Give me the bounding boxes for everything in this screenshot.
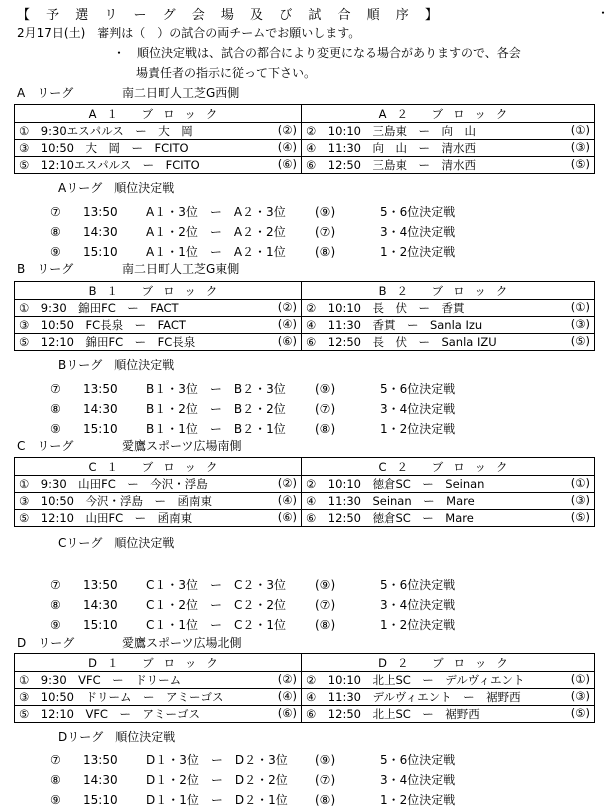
- match-cell: [15, 334, 302, 351]
- ranking-match: B１・3位 ー B２・3位: [146, 382, 286, 396]
- match-number: ⑧: [50, 773, 61, 787]
- ranking-match: C１・2位 ー C２・2位: [146, 598, 287, 612]
- match-line: [306, 706, 590, 722]
- referee-ref: (⑨): [315, 578, 336, 592]
- venue-label: 愛鷹スポーツ広場北側: [122, 636, 242, 650]
- ranking-label: 3・4位決定戦: [380, 598, 456, 612]
- league-heading: [17, 86, 240, 100]
- match-text: ② 10:10 北上SC ー デルヴィエント: [306, 673, 525, 687]
- league-label: A リーグ: [17, 86, 74, 100]
- match-cell: [15, 493, 302, 510]
- referee-ref: (⑤): [570, 706, 590, 720]
- referee-ref: (⑨): [315, 205, 336, 219]
- block-table: [14, 653, 595, 723]
- referee-ref: (④): [277, 689, 297, 703]
- referee-ref: (⑦): [315, 402, 336, 416]
- block-header-row: [15, 654, 595, 672]
- match-line: [306, 123, 590, 139]
- ranking-match: D１・3位 ー D２・3位: [146, 753, 288, 767]
- match-line: [19, 476, 297, 492]
- ranking-label: 5・6位決定戦: [380, 205, 456, 219]
- match-line: [19, 123, 297, 139]
- ranking-label: 3・4位決定戦: [380, 225, 456, 239]
- match-text: ② 10:10 三島東 ー 向 山: [306, 124, 476, 138]
- match-text: ④ 11:30 デルヴィエント ー 裾野西: [306, 690, 521, 704]
- match-cell: [15, 317, 302, 334]
- match-cell: [15, 123, 302, 140]
- match-line: [19, 140, 297, 156]
- match-row: [15, 300, 595, 317]
- match-number: ⑦: [50, 382, 61, 396]
- match-cell: [15, 510, 302, 527]
- referee-ref: (④): [277, 493, 297, 507]
- block-name-text: D２ ブロック: [378, 655, 518, 670]
- match-row: [15, 334, 595, 351]
- match-row: [15, 689, 595, 706]
- block-name-text: B２ ブロック: [378, 283, 518, 298]
- match-cell: [15, 476, 302, 493]
- match-line: [19, 317, 297, 333]
- league-label: D リーグ: [17, 636, 75, 650]
- match-cell: [15, 157, 302, 174]
- referee-ref: (②): [277, 672, 297, 686]
- referee-ref: (④): [277, 140, 297, 154]
- match-cell: [302, 123, 595, 140]
- block-header-row: [15, 282, 595, 300]
- match-cell: [15, 140, 302, 157]
- referee-ref: (③): [570, 317, 590, 331]
- note-line: ・ 順位決定戦は、試合の都合により変更になる場合がありますので、各会: [113, 46, 521, 60]
- match-number: ⑧: [50, 402, 61, 416]
- match-line: [306, 476, 590, 492]
- ranking-match: B１・1位 ー B２・1位: [146, 422, 286, 436]
- ranking-label: 1・2位決定戦: [380, 245, 456, 259]
- ranking-title: Dリーグ 順位決定戦: [58, 730, 176, 744]
- match-text: ⑤ 12:10 山田FC ー 函南東: [19, 511, 193, 525]
- block-name: [15, 458, 302, 476]
- block-name: [302, 282, 595, 300]
- block-name-text: B１ ブロック: [88, 283, 228, 298]
- referee-ref: (③): [570, 689, 590, 703]
- match-line: [306, 317, 590, 333]
- match-cell: [15, 706, 302, 723]
- match-number: ⑨: [50, 422, 61, 436]
- match-cell: [302, 157, 595, 174]
- match-text: ② 10:10 徳倉SC ー Seinan: [306, 477, 485, 491]
- match-text: ① 9:30 山田FC ー 今沢・浮島: [19, 477, 208, 491]
- match-number: ⑨: [50, 618, 61, 632]
- ranking-match: A１・2位 ー A２・2位: [146, 225, 286, 239]
- referee-ref: (③): [570, 493, 590, 507]
- match-time: 15:10: [83, 618, 118, 632]
- match-cell: [302, 300, 595, 317]
- match-cell: [302, 672, 595, 689]
- block-name: [302, 654, 595, 672]
- match-time: 14:30: [83, 402, 118, 416]
- match-text: ⑤ 12:10エスパルス ー FCITO: [19, 158, 200, 172]
- ranking-match: B１・2位 ー B２・2位: [146, 402, 286, 416]
- match-line: [306, 510, 590, 526]
- referee-ref: (⑥): [277, 706, 297, 720]
- block-name: [15, 105, 302, 123]
- match-text: ⑤ 12:10 錦田FC ー FC長泉: [19, 335, 196, 349]
- referee-ref: (①): [570, 300, 590, 314]
- match-number: ⑦: [50, 205, 61, 219]
- match-cell: [302, 493, 595, 510]
- match-text: ⑥ 12:50 長 伏 ー Sanla IZU: [306, 335, 497, 349]
- block-name: [302, 458, 595, 476]
- match-text: ③ 10:50 今沢・浮島 ー 函南東: [19, 494, 212, 508]
- corner-dot: ・: [597, 6, 609, 20]
- match-row: [15, 510, 595, 527]
- match-number: ⑦: [50, 753, 61, 767]
- block-table: [14, 104, 595, 174]
- match-row: [15, 672, 595, 689]
- match-cell: [302, 140, 595, 157]
- match-line: [19, 689, 297, 705]
- ranking-label: 5・6位決定戦: [380, 578, 456, 592]
- block-name-text: C２ ブロック: [378, 459, 518, 474]
- match-time: 13:50: [83, 382, 118, 396]
- match-line: [306, 689, 590, 705]
- match-line: [306, 493, 590, 509]
- block-name: [15, 282, 302, 300]
- match-time: 15:10: [83, 245, 118, 259]
- ranking-match: A１・3位 ー A２・3位: [146, 205, 286, 219]
- match-text: ⑥ 12:50 三島東 ー 清水西: [306, 158, 476, 172]
- date-line: 2月17日(土) 審判は（ ）の試合の両チームでお願いします。: [17, 26, 361, 40]
- match-text: ④ 11:30 Seinan ー Mare: [306, 494, 475, 508]
- match-line: [306, 300, 590, 316]
- block-name-text: A１ ブロック: [88, 106, 228, 121]
- referee-ref: (⑦): [315, 598, 336, 612]
- referee-ref: (⑨): [315, 382, 336, 396]
- match-time: 13:50: [83, 578, 118, 592]
- ranking-label: 5・6位決定戦: [380, 753, 456, 767]
- match-time: 14:30: [83, 598, 118, 612]
- referee-ref: (⑥): [277, 334, 297, 348]
- match-text: ④ 11:30 向 山 ー 清水西: [306, 141, 476, 155]
- referee-ref: (⑥): [277, 157, 297, 171]
- match-text: ① 9:30エスパルス ー 大 岡: [19, 124, 193, 138]
- match-cell: [15, 300, 302, 317]
- referee-ref: (③): [570, 140, 590, 154]
- match-cell: [15, 672, 302, 689]
- ranking-match: A１・1位 ー A２・1位: [146, 245, 286, 259]
- ranking-label: 1・2位決定戦: [380, 422, 456, 436]
- match-cell: [302, 706, 595, 723]
- match-text: ③ 10:50 大 岡 ー FCITO: [19, 141, 189, 155]
- match-text: ③ 10:50 ドリーム ー アミーゴス: [19, 690, 224, 704]
- referee-ref: (②): [277, 300, 297, 314]
- ranking-match: D１・1位 ー D２・1位: [146, 793, 288, 807]
- referee-ref: (⑦): [315, 225, 336, 239]
- referee-ref: (⑧): [315, 422, 336, 436]
- block-table: [14, 457, 595, 527]
- ranking-match: C１・1位 ー C２・1位: [146, 618, 287, 632]
- match-number: ⑧: [50, 598, 61, 612]
- match-line: [306, 157, 590, 173]
- referee-ref: (②): [277, 476, 297, 490]
- match-line: [19, 510, 297, 526]
- referee-ref: (④): [277, 317, 297, 331]
- match-cell: [302, 334, 595, 351]
- referee-ref: (⑤): [570, 157, 590, 171]
- referee-ref: (⑨): [315, 753, 336, 767]
- venue-label: 南二日町人工芝G東側: [122, 262, 240, 276]
- match-row: [15, 140, 595, 157]
- league-heading: [17, 636, 242, 650]
- block-header-row: [15, 105, 595, 123]
- referee-ref: (⑥): [277, 510, 297, 524]
- referee-ref: (⑤): [570, 510, 590, 524]
- match-time: 14:30: [83, 773, 118, 787]
- referee-ref: (⑧): [315, 793, 336, 807]
- match-number: ⑨: [50, 245, 61, 259]
- block-table: [14, 281, 595, 351]
- match-time: 13:50: [83, 205, 118, 219]
- league-label: B リーグ: [17, 262, 74, 276]
- block-name: [302, 105, 595, 123]
- referee-ref: (②): [277, 123, 297, 137]
- match-cell: [302, 476, 595, 493]
- page-title: 【 予 選 リ ー グ 会 場 及 び 試 合 順 序 】: [17, 8, 439, 23]
- match-number: ⑦: [50, 578, 61, 592]
- referee-ref: (⑤): [570, 334, 590, 348]
- ranking-label: 1・2位決定戦: [380, 793, 456, 807]
- match-text: ⑥ 12:50 北上SC ー 裾野西: [306, 707, 480, 721]
- ranking-match: C１・3位 ー C２・3位: [146, 578, 287, 592]
- match-text: ④ 11:30 香貫 ー Sanla Izu: [306, 318, 483, 332]
- ranking-label: 3・4位決定戦: [380, 402, 456, 416]
- match-line: [19, 672, 297, 688]
- match-time: 15:10: [83, 793, 118, 807]
- venue-label: 南二日町人工芝G西側: [122, 86, 240, 100]
- match-number: ⑧: [50, 225, 61, 239]
- match-cell: [302, 689, 595, 706]
- ranking-label: 5・6位決定戦: [380, 382, 456, 396]
- match-text: ⑤ 12:10 VFC ー アミーゴス: [19, 707, 200, 721]
- referee-ref: (①): [570, 476, 590, 490]
- block-name-text: A２ ブロック: [378, 106, 518, 121]
- ranking-label: 3・4位決定戦: [380, 773, 456, 787]
- league-heading: [17, 262, 240, 276]
- league-label: C リーグ: [17, 439, 74, 453]
- ranking-match: D１・2位 ー D２・2位: [146, 773, 288, 787]
- note-line: 場責任者の指示に従って下さい。: [136, 66, 317, 80]
- match-cell: [302, 317, 595, 334]
- match-row: [15, 476, 595, 493]
- block-name-text: C１ ブロック: [88, 459, 228, 474]
- match-line: [19, 300, 297, 316]
- ranking-label: 1・2位決定戦: [380, 618, 456, 632]
- venue-label: 愛鷹スポーツ広場南側: [122, 439, 242, 453]
- match-row: [15, 157, 595, 174]
- match-time: 13:50: [83, 753, 118, 767]
- referee-ref: (⑧): [315, 618, 336, 632]
- match-line: [19, 493, 297, 509]
- match-line: [19, 157, 297, 173]
- match-time: 14:30: [83, 225, 118, 239]
- match-number: ⑨: [50, 793, 61, 807]
- referee-ref: (⑧): [315, 245, 336, 259]
- match-row: [15, 493, 595, 510]
- match-time: 15:10: [83, 422, 118, 436]
- block-name-text: D１ ブロック: [88, 655, 228, 670]
- match-row: [15, 706, 595, 723]
- league-heading: [17, 439, 242, 453]
- match-line: [19, 334, 297, 350]
- match-text: ③ 10:50 FC長泉 ー FACT: [19, 318, 186, 332]
- match-line: [306, 334, 590, 350]
- match-text: ① 9:30 VFC ー ドリーム: [19, 673, 182, 687]
- ranking-title: Cリーグ 順位決定戦: [58, 536, 175, 550]
- match-text: ① 9:30 錦田FC ー FACT: [19, 301, 179, 315]
- match-row: [15, 123, 595, 140]
- match-line: [306, 140, 590, 156]
- match-cell: [302, 510, 595, 527]
- match-line: [19, 706, 297, 722]
- ranking-title: Bリーグ 順位決定戦: [58, 358, 175, 372]
- match-text: ⑥ 12:50 徳倉SC ー Mare: [306, 511, 474, 525]
- ranking-title: Aリーグ 順位決定戦: [58, 181, 175, 195]
- block-name: [15, 654, 302, 672]
- match-line: [306, 672, 590, 688]
- match-text: ② 10:10 長 伏 ー 香貫: [306, 301, 465, 315]
- referee-ref: (①): [570, 123, 590, 137]
- match-cell: [15, 689, 302, 706]
- match-row: [15, 317, 595, 334]
- block-header-row: [15, 458, 595, 476]
- referee-ref: (①): [570, 672, 590, 686]
- referee-ref: (⑦): [315, 773, 336, 787]
